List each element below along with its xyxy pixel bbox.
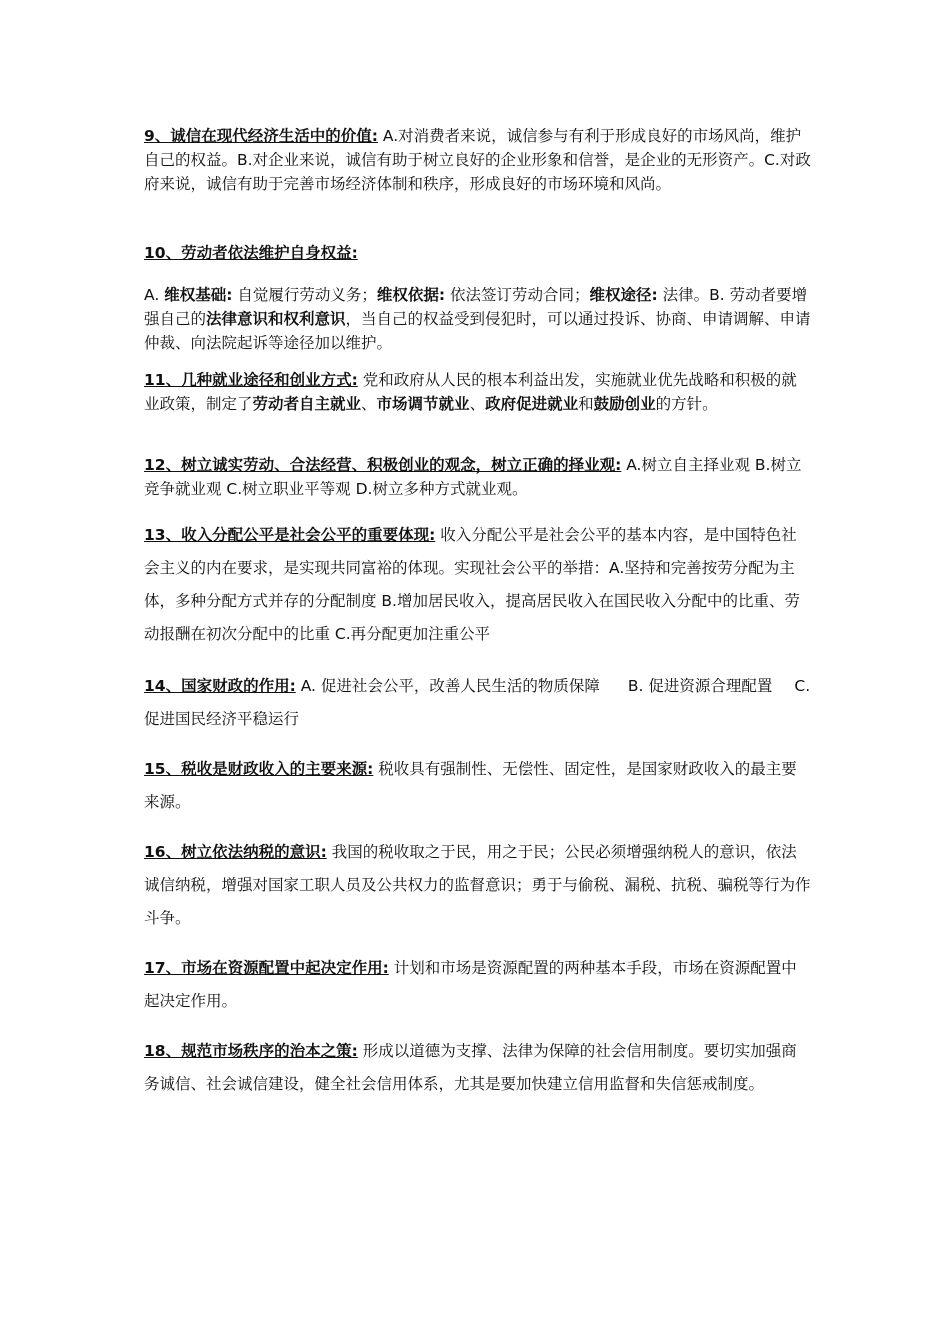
section-11-text-1: 党和政府从人民的根本利益出发，实施就业优先战略和积极的就业政策，制定了 <box>144 371 797 413</box>
section-9-heading: 9、诚信在现代经济生活中的价值: <box>144 127 378 145</box>
section-11-key-4: 鼓励创业 <box>593 395 656 413</box>
section-16-paragraph <box>144 836 812 935</box>
section-10-text-4: ，当自己的权益受到侵犯时，可以通过投诉、协商、申请调解、申请仲裁、向法院起诉等途径加以维护。 <box>144 310 811 352</box>
section-10-heading: 10、劳动者依法维护自身权益: <box>144 244 358 262</box>
section-15-paragraph <box>144 753 812 819</box>
section-13 <box>144 519 812 651</box>
section-14 <box>144 670 812 736</box>
section-13-paragraph <box>144 519 812 651</box>
section-11 <box>144 368 812 416</box>
section-10 <box>144 241 812 265</box>
section-17-body: 计划和市场是资源配置的两种基本手段，市场在资源配置中起决定作用。 <box>144 959 797 1010</box>
section-14-paragraph <box>144 670 812 736</box>
section-18-body: 形成以道德为支撑、法律为保障的社会信用制度。要切实加强商务诚信、社会诚信建设，健全社会信用体系，尤其是要加快建立信用监督和失信惩戒制度。 <box>144 1042 797 1093</box>
section-9 <box>144 124 812 196</box>
section-10-text-3: 法律。B. 劳动者要增强自己的 <box>144 286 808 328</box>
section-10-prefix: A. <box>144 286 165 304</box>
section-11-key-3: 政府促进就业 <box>485 395 579 413</box>
section-11-paragraph <box>144 368 812 416</box>
section-14-item-c: C. 促进国民经济平稳运行 <box>144 677 811 728</box>
section-10-content <box>144 283 812 355</box>
section-10-text-2: 依法签订劳动合同； <box>445 286 590 304</box>
section-9-body: A.对消费者来说，诚信参与有利于形成良好的市场风尚，维护自己的权益。B.对企业来说，诚信有助于树立良好的企业形象和信誉，是企业的无形资产。C.对政府来说，诚信有助于完善市场经济体制和秩序，形成良好的市场环境和风尚。 <box>144 127 811 193</box>
section-11-sep-3: 和 <box>578 395 594 413</box>
section-17-paragraph <box>144 952 812 1018</box>
section-18-paragraph <box>144 1035 812 1101</box>
section-10-key-awareness: 法律意识和权利意识 <box>206 310 346 328</box>
section-11-heading: 11、几种就业途径和创业方式: <box>144 371 358 389</box>
section-17-heading: 17、市场在资源配置中起决定作用: <box>144 959 389 977</box>
section-14-item-a: A. 促进社会公平，改善人民生活的物质保障 <box>295 677 600 695</box>
section-11-text-2: 的方针。 <box>655 395 718 413</box>
section-11-sep-1: 、 <box>361 395 377 413</box>
section-12-heading: 12、树立诚实劳动、合法经营、积极创业的观念，树立正确的择业观: <box>144 456 622 474</box>
section-10-paragraph <box>144 283 812 355</box>
section-11-sep-2: 、 <box>469 395 486 413</box>
section-15-body: 税收具有强制性、无偿性、固定性，是国家财政收入的最主要来源。 <box>144 760 797 811</box>
section-18-heading: 18、规范市场秩序的治本之策: <box>144 1042 358 1060</box>
section-10-text-1: 自觉履行劳动义务； <box>232 286 377 304</box>
section-13-body: 收入分配公平是社会公平的基本内容，是中国特色社会主义的内在要求，是实现共同富裕的体现。实现社会公平的举措：A.坚持和完善按劳分配为主体，多种分配方式并存的分配制度 B.增加居民收入，提高居民收入在国民收入分配中的比重、劳动报酬在初次分配中的比重 C.再分配更加注重公平 <box>144 526 800 643</box>
section-13-heading: 13、收入分配公平是社会公平的重要体现: <box>144 526 436 544</box>
section-12-paragraph <box>144 453 812 501</box>
section-10-heading-line <box>144 241 812 265</box>
section-16-heading: 16、树立依法纳税的意识: <box>144 843 327 861</box>
section-11-key-1: 劳动者自主就业 <box>252 395 362 413</box>
section-15-heading: 15、税收是财政收入的主要来源: <box>144 760 374 778</box>
section-18 <box>144 1035 812 1101</box>
section-11-key-2: 市场调节就业 <box>376 395 470 413</box>
section-17 <box>144 952 812 1018</box>
section-10-key-basis: 维权基础: <box>164 286 233 304</box>
section-14-item-b: B. 促进资源合理配置 <box>627 677 773 695</box>
section-16 <box>144 836 812 935</box>
section-10-key-basis-law: 维权依据: <box>376 286 446 304</box>
section-9-paragraph <box>144 124 812 196</box>
section-12-body: A.树立自主择业观 B.树立竞争就业观 C.树立职业平等观 D.树立多种方式就业观。 <box>144 456 802 498</box>
section-14-heading: 14、国家财政的作用: <box>144 677 296 695</box>
section-10-key-route: 维权途径: <box>589 286 658 304</box>
section-15 <box>144 753 812 819</box>
section-12 <box>144 453 812 501</box>
section-16-body: 我国的税收取之于民，用之于民；公民必须增强纳税人的意识，依法诚信纳税，增强对国家工职人员及公共权力的监督意识；勇于与偷税、漏税、抗税、骗税等行为作斗争。 <box>144 843 811 927</box>
